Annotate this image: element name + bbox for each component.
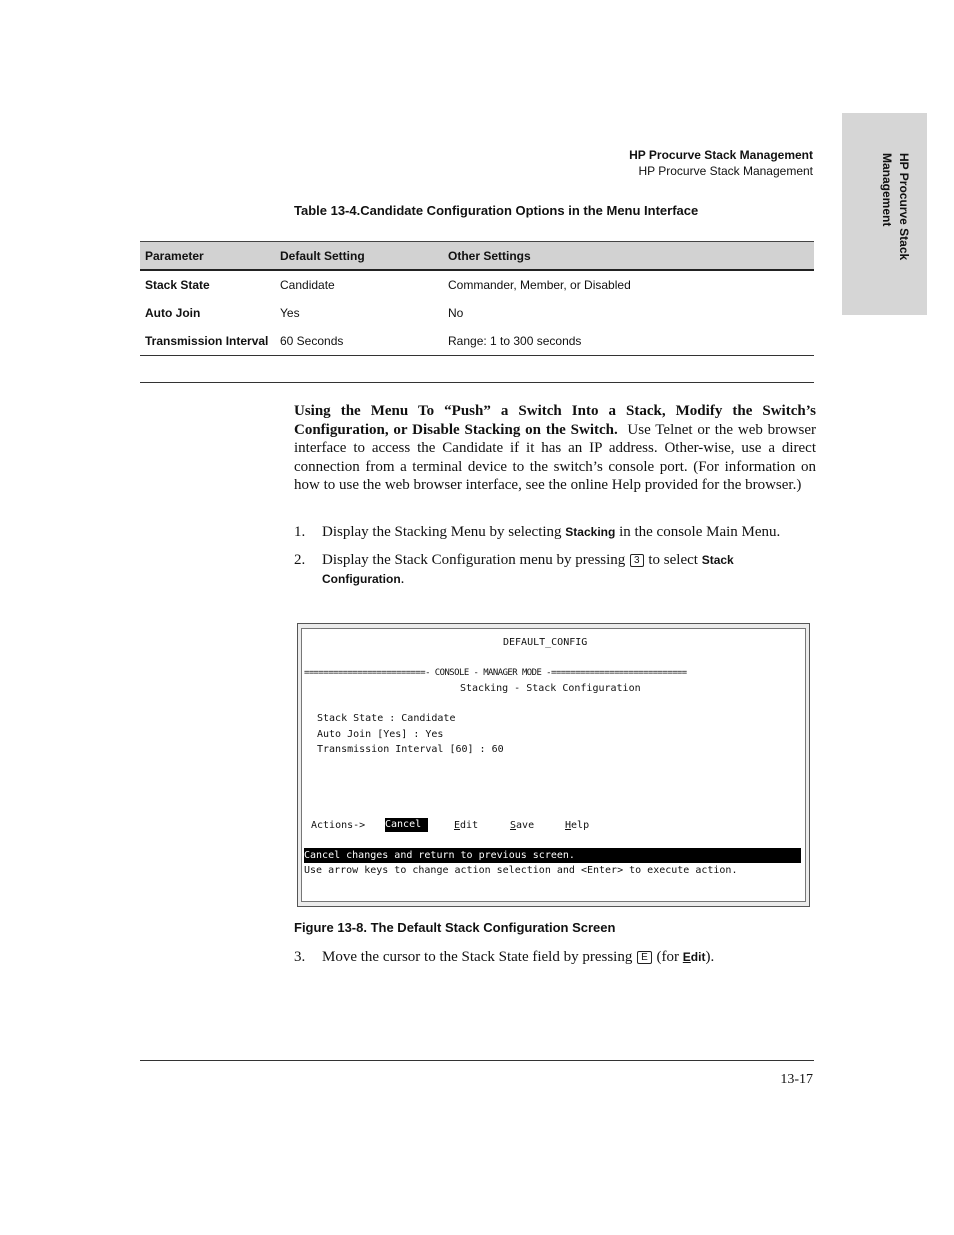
table-cell: Range: 1 to 300 seconds	[443, 327, 814, 356]
chapter-tab-label	[878, 153, 912, 260]
table-row	[140, 270, 814, 299]
console-save-action[interactable]	[510, 820, 534, 832]
table-cell: 60 Seconds	[275, 327, 443, 356]
console-screen-title: Stacking - Stack Configuration	[460, 683, 641, 694]
console-banner: =========================- CONSOLE - MANAGER MODE -============================	[304, 668, 687, 678]
table-caption: Table 13-4.Candidate Configuration Options in the Menu Interface	[294, 203, 699, 218]
table-cell: Auto Join	[145, 306, 201, 320]
console-hint-line: Use arrow keys to change action selection and <Enter> to execute action.	[304, 865, 738, 876]
ui-label-edit-hotkey: E	[682, 950, 691, 964]
options-table	[140, 241, 814, 356]
step-text-part: .	[400, 571, 405, 587]
table-cell: Transmission Interval	[140, 327, 275, 356]
table-cell: Candidate	[280, 278, 335, 292]
console-save-hotkey: S	[510, 820, 517, 831]
section-divider	[140, 382, 814, 383]
ui-label-stack-configuration: Stack Configuration	[322, 553, 734, 586]
console-help-hotkey: H	[565, 820, 572, 831]
console-save-label: ave	[516, 820, 535, 831]
figure-caption: Figure 13-8. The Default Stack Configuration Screen	[294, 920, 616, 935]
step-text	[322, 523, 819, 542]
console-field-auto-join[interactable]: Auto Join [Yes] : Yes	[317, 729, 444, 740]
table-cell: Yes	[280, 306, 300, 320]
running-header	[629, 147, 813, 179]
step-number: 2.	[294, 552, 306, 568]
step-text	[322, 551, 819, 589]
step-text-part: Move the cursor to the Stack State field by pressing	[322, 949, 637, 965]
table-header-row	[140, 242, 814, 271]
running-header-subtitle: HP Procurve Stack Management	[638, 164, 813, 178]
running-header-title: HP Procurve Stack Management	[629, 148, 813, 162]
step-text-part: Display the Stacking Menu by selecting	[322, 524, 566, 540]
step-text-part: to select	[644, 552, 702, 568]
intro-body: Use Telnet or the web browser interface to access the Candidate if it has an IP address. Other-wise, use a direct connection from a terminal device to the switch’s console port. (For information on how to use the web browser interface, see the online Help provided for the browser.)	[294, 421, 817, 494]
header-default-setting: Default Setting	[275, 242, 443, 271]
console-edit-hotkey: E	[454, 820, 461, 831]
table-cell: No	[448, 306, 464, 320]
step-number: 3.	[294, 949, 306, 965]
console-cancel-label: Cancel	[385, 819, 422, 830]
console-screen	[301, 628, 806, 902]
step-text-part: in the console Main Menu.	[615, 524, 781, 540]
table-cell: Commander, Member, or Disabled	[448, 278, 631, 292]
console-help-action[interactable]	[565, 820, 589, 832]
console-field-stack-state[interactable]: Stack State : Candidate	[317, 713, 456, 724]
footer-rule	[140, 1060, 814, 1061]
console-edit-label: dit	[460, 820, 479, 831]
page-number: 13-17	[780, 1072, 813, 1087]
header-parameter: Parameter	[140, 242, 275, 271]
ui-label-edit: dit	[690, 950, 706, 964]
step-number: 1.	[294, 524, 306, 540]
key-cap: 3	[630, 554, 644, 567]
console-field-transmission-interval[interactable]: Transmission Interval [60] : 60	[317, 744, 504, 755]
console-edit-action[interactable]	[454, 820, 478, 832]
table-row	[140, 327, 814, 356]
table-cell: Stack State	[145, 278, 210, 292]
key-cap: E	[637, 951, 652, 964]
console-actions-label: Actions->	[311, 820, 366, 831]
header-other-settings: Other Settings	[443, 242, 814, 271]
console-config-name: DEFAULT_CONFIG	[503, 637, 588, 648]
step-text	[322, 948, 819, 967]
ui-label-stacking: Stacking	[565, 525, 616, 539]
intro-paragraph	[294, 402, 816, 495]
step-text-part: ).	[705, 949, 715, 965]
step-text-part: Display the Stack Configuration menu by pressing	[322, 552, 630, 568]
table-row	[140, 299, 814, 327]
step-text-part: (for	[652, 949, 683, 965]
console-help-line: Cancel changes and return to previous screen.	[304, 848, 801, 863]
console-help-label: elp	[571, 820, 590, 831]
intro-heading: Using the Menu To “Push” a Switch Into a Stack, Modify the Switch’s Configuration, or Disable Stacking on the Switch.	[294, 403, 816, 438]
console-cancel-action[interactable]	[385, 818, 428, 832]
chapter-tab-line2: Management	[880, 153, 894, 227]
chapter-tab-line1: HP Procurve Stack	[897, 153, 911, 261]
